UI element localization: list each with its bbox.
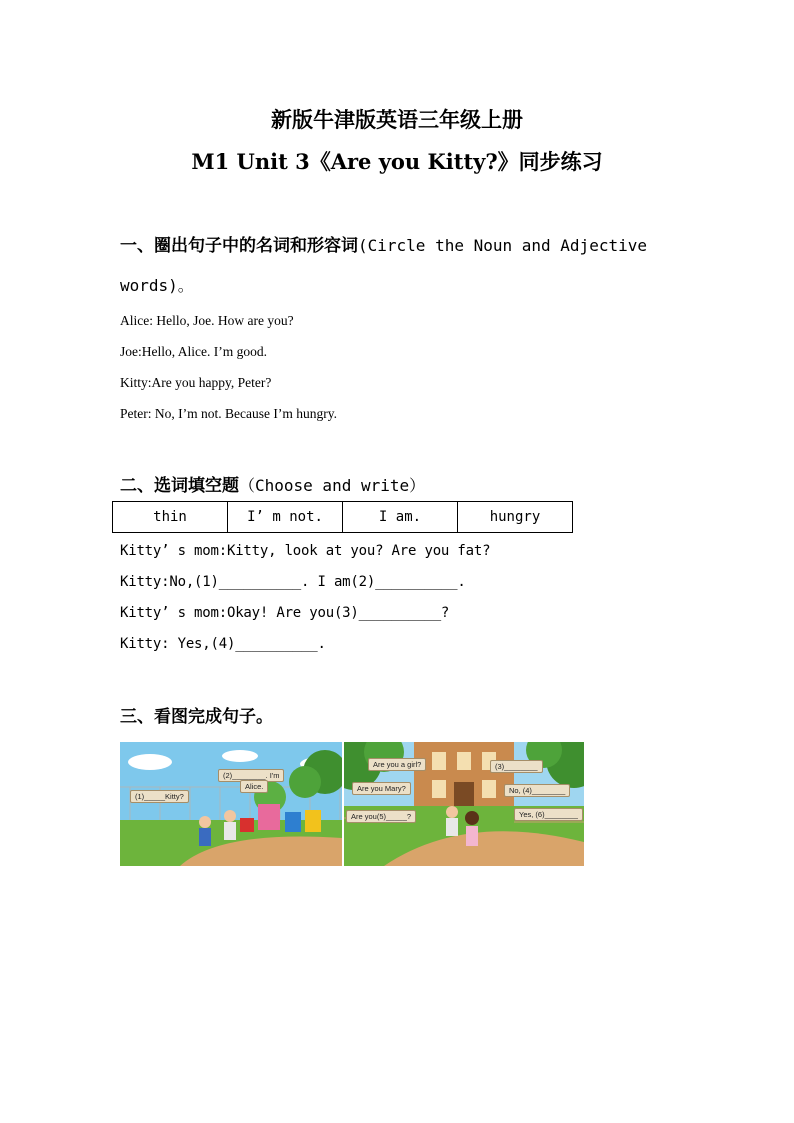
page-title: 新版牛津版英语三年级上册 (271, 107, 523, 132)
picture-school (344, 742, 584, 866)
word-bank-cell: I’ m not. (228, 502, 343, 533)
dialogue-line: Joe:Hello, Alice. I’m good. (120, 344, 267, 359)
speech-bubble: (1)_____Kitty? (130, 790, 189, 803)
word-bank-cell: I am. (343, 502, 458, 533)
speech-bubble: Are you(5)_____? (346, 810, 416, 823)
section1-heading (120, 231, 647, 256)
dialogue-line: Peter: No, I’m not. Because I’m hungry. (120, 406, 337, 421)
word-bank-table (112, 501, 573, 533)
exercise-line: Kitty:No,(1)__________. I am(2)__________. (120, 574, 466, 590)
speech-bubble: Are you a girl? (368, 758, 426, 771)
speech-bubble: Are you Mary? (352, 782, 411, 795)
exercise-line: Kitty’ s mom:Okay! Are you(3)__________? (120, 605, 450, 621)
dialogue-line: Alice: Hello, Joe. How are you? (120, 313, 294, 328)
section2-heading-cn: 二、选词填空题 (120, 476, 239, 496)
speech-bubble: (2)________. I'm (218, 769, 284, 782)
playground-illustration (120, 742, 342, 866)
dialogue-line: Kitty:Are you happy, Peter? (120, 375, 272, 390)
exercise-line: Kitty: Yes,(4)__________. (120, 636, 326, 652)
section3-heading: 三、看图完成句子。 (120, 707, 273, 727)
picture-playground (120, 742, 342, 866)
speech-bubble: (3)________ (490, 760, 543, 773)
word-bank-cell: thin (113, 502, 228, 533)
speech-bubble: Alice. (240, 780, 268, 793)
section1-heading-cn: 一、圈出句子中的名词和形容词 (120, 236, 358, 256)
section2-heading (120, 471, 425, 496)
section1-heading-en: (Circle the Noun and Adjective (358, 236, 647, 255)
word-bank-cell: hungry (458, 502, 573, 533)
speech-bubble: Yes, (6)________ (514, 808, 583, 821)
section1-heading-cont: words)。 (120, 276, 194, 295)
section2-heading-en: （Choose and write） (239, 476, 426, 495)
exercise-line: Kitty’ s mom:Kitty, look at you? Are you fat? (120, 543, 491, 559)
page-subtitle: M1 Unit 3《Are you Kitty?》同步练习 (191, 149, 603, 174)
speech-bubble: No, (4)________ (504, 784, 570, 797)
